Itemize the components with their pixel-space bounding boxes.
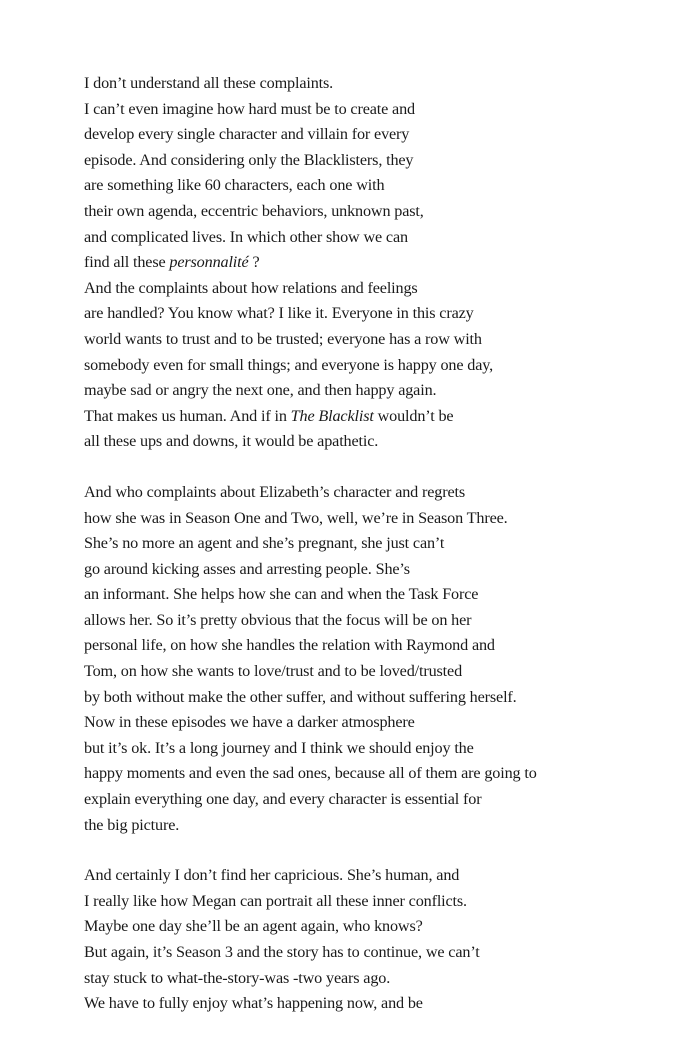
- text-line: [84, 557, 674, 583]
- document-page: [84, 71, 674, 1042]
- text-line: [84, 608, 674, 634]
- text-line: [84, 582, 674, 608]
- text-line: [84, 787, 674, 813]
- text-run: I really like how Megan can portrait all these inner conflicts.: [84, 891, 467, 910]
- text-line: [84, 199, 674, 225]
- text-line: [84, 327, 674, 353]
- text-line: [84, 633, 674, 659]
- text-line: [84, 685, 674, 711]
- text-line: [84, 429, 674, 455]
- text-run: And certainly I don’t find her capricious. She’s human, and: [84, 866, 460, 885]
- text-line: [84, 225, 674, 251]
- text-line: [84, 761, 674, 787]
- text-line: [84, 250, 674, 276]
- text-run: And who complaints about Elizabeth’s character and regrets: [84, 482, 466, 501]
- text-run: But again, it’s Season 3 and the story has to continue, we can’t: [84, 943, 480, 961]
- text-run: somebody even for small things; and everyone is happy one day,: [84, 355, 494, 374]
- text-run: their own agenda, eccentric behaviors, unknown past,: [84, 201, 424, 220]
- text-run: all these ups and downs, it would be apathetic.: [84, 432, 379, 451]
- paragraph: [84, 863, 674, 1017]
- text-line: [84, 480, 674, 506]
- text-run: stay stuck to what-the-story-was -two years ago.: [84, 968, 391, 987]
- text-line: [84, 276, 674, 302]
- text-run: by both without make the other suffer, and without suffering herself.: [84, 687, 517, 706]
- text-run: I don’t understand all these complaints.: [84, 74, 334, 92]
- text-line: [84, 506, 674, 532]
- text-run: happy moments and even the sad ones, because all of them are going to: [84, 764, 537, 783]
- text-run: We have to fully enjoy what’s happening now, and be: [84, 994, 423, 1013]
- text-run: And the complaints about how relations and feelings: [84, 278, 418, 297]
- text-line: [84, 991, 674, 1017]
- italic-text-run: The Blacklist: [290, 406, 374, 425]
- text-line: [84, 659, 674, 685]
- text-run: episode. And considering only the Blacklisters, they: [84, 150, 414, 169]
- text-run: Tom, on how she wants to love/trust and to be loved/trusted: [84, 662, 463, 681]
- text-run: maybe sad or angry the next one, and then happy again.: [84, 381, 437, 400]
- italic-text-run: personnalité: [169, 253, 249, 272]
- text-run: Now in these episodes we have a darker atmosphere: [84, 713, 415, 732]
- text-line: [84, 736, 674, 762]
- text-run: the big picture.: [84, 815, 180, 834]
- text-run: explain everything one day, and every character is essential for: [84, 790, 482, 809]
- text-line: [84, 889, 674, 915]
- text-run: are something like 60 characters, each one with: [84, 176, 385, 195]
- text-run: Maybe one day she’ll be an agent again, who knows?: [84, 917, 423, 936]
- text-line: [84, 863, 674, 889]
- text-run: personal life, on how she handles the relation with Raymond and: [84, 636, 495, 655]
- text-run: and complicated lives. In which other show we can: [84, 227, 408, 246]
- text-run: develop every single character and villain for every: [84, 125, 410, 144]
- text-run: an informant. She helps how she can and when the Task Force: [84, 585, 479, 604]
- text-run: but it’s ok. It’s a long journey and I think we should enjoy the: [84, 738, 474, 757]
- text-run: She’s no more an agent and she’s pregnant, she just can’t: [84, 534, 445, 553]
- text-line: [84, 404, 674, 430]
- text-line: [84, 914, 674, 940]
- text-line: [84, 966, 674, 992]
- text-line: [84, 122, 674, 148]
- text-line: [84, 940, 674, 966]
- text-run: go around kicking asses and arresting people. She’s: [84, 559, 410, 578]
- text-line: [84, 71, 674, 97]
- text-run: find all these: [84, 253, 170, 272]
- text-line: [84, 97, 674, 123]
- text-run: allows her. So it’s pretty obvious that the focus will be on her: [84, 610, 472, 629]
- text-run: I can’t even imagine how hard must be to create and: [84, 99, 415, 118]
- text-line: [84, 301, 674, 327]
- text-line: [84, 531, 674, 557]
- text-line: [84, 173, 674, 199]
- text-run: world wants to trust and to be trusted; everyone has a row with: [84, 329, 482, 348]
- text-line: [84, 353, 674, 379]
- text-run: That makes us human. And if in: [84, 406, 291, 425]
- text-line: [84, 813, 674, 839]
- text-run: wouldn’t be: [373, 406, 454, 425]
- text-run: ?: [248, 253, 260, 272]
- text-run: are handled? You know what? I like it. Everyone in this crazy: [84, 304, 474, 323]
- text-line: [84, 148, 674, 174]
- text-line: [84, 378, 674, 404]
- text-line: [84, 710, 674, 736]
- text-run: how she was in Season One and Two, well, we’re in Season Three.: [84, 508, 508, 527]
- paragraph: [84, 480, 674, 838]
- paragraph: [84, 71, 674, 455]
